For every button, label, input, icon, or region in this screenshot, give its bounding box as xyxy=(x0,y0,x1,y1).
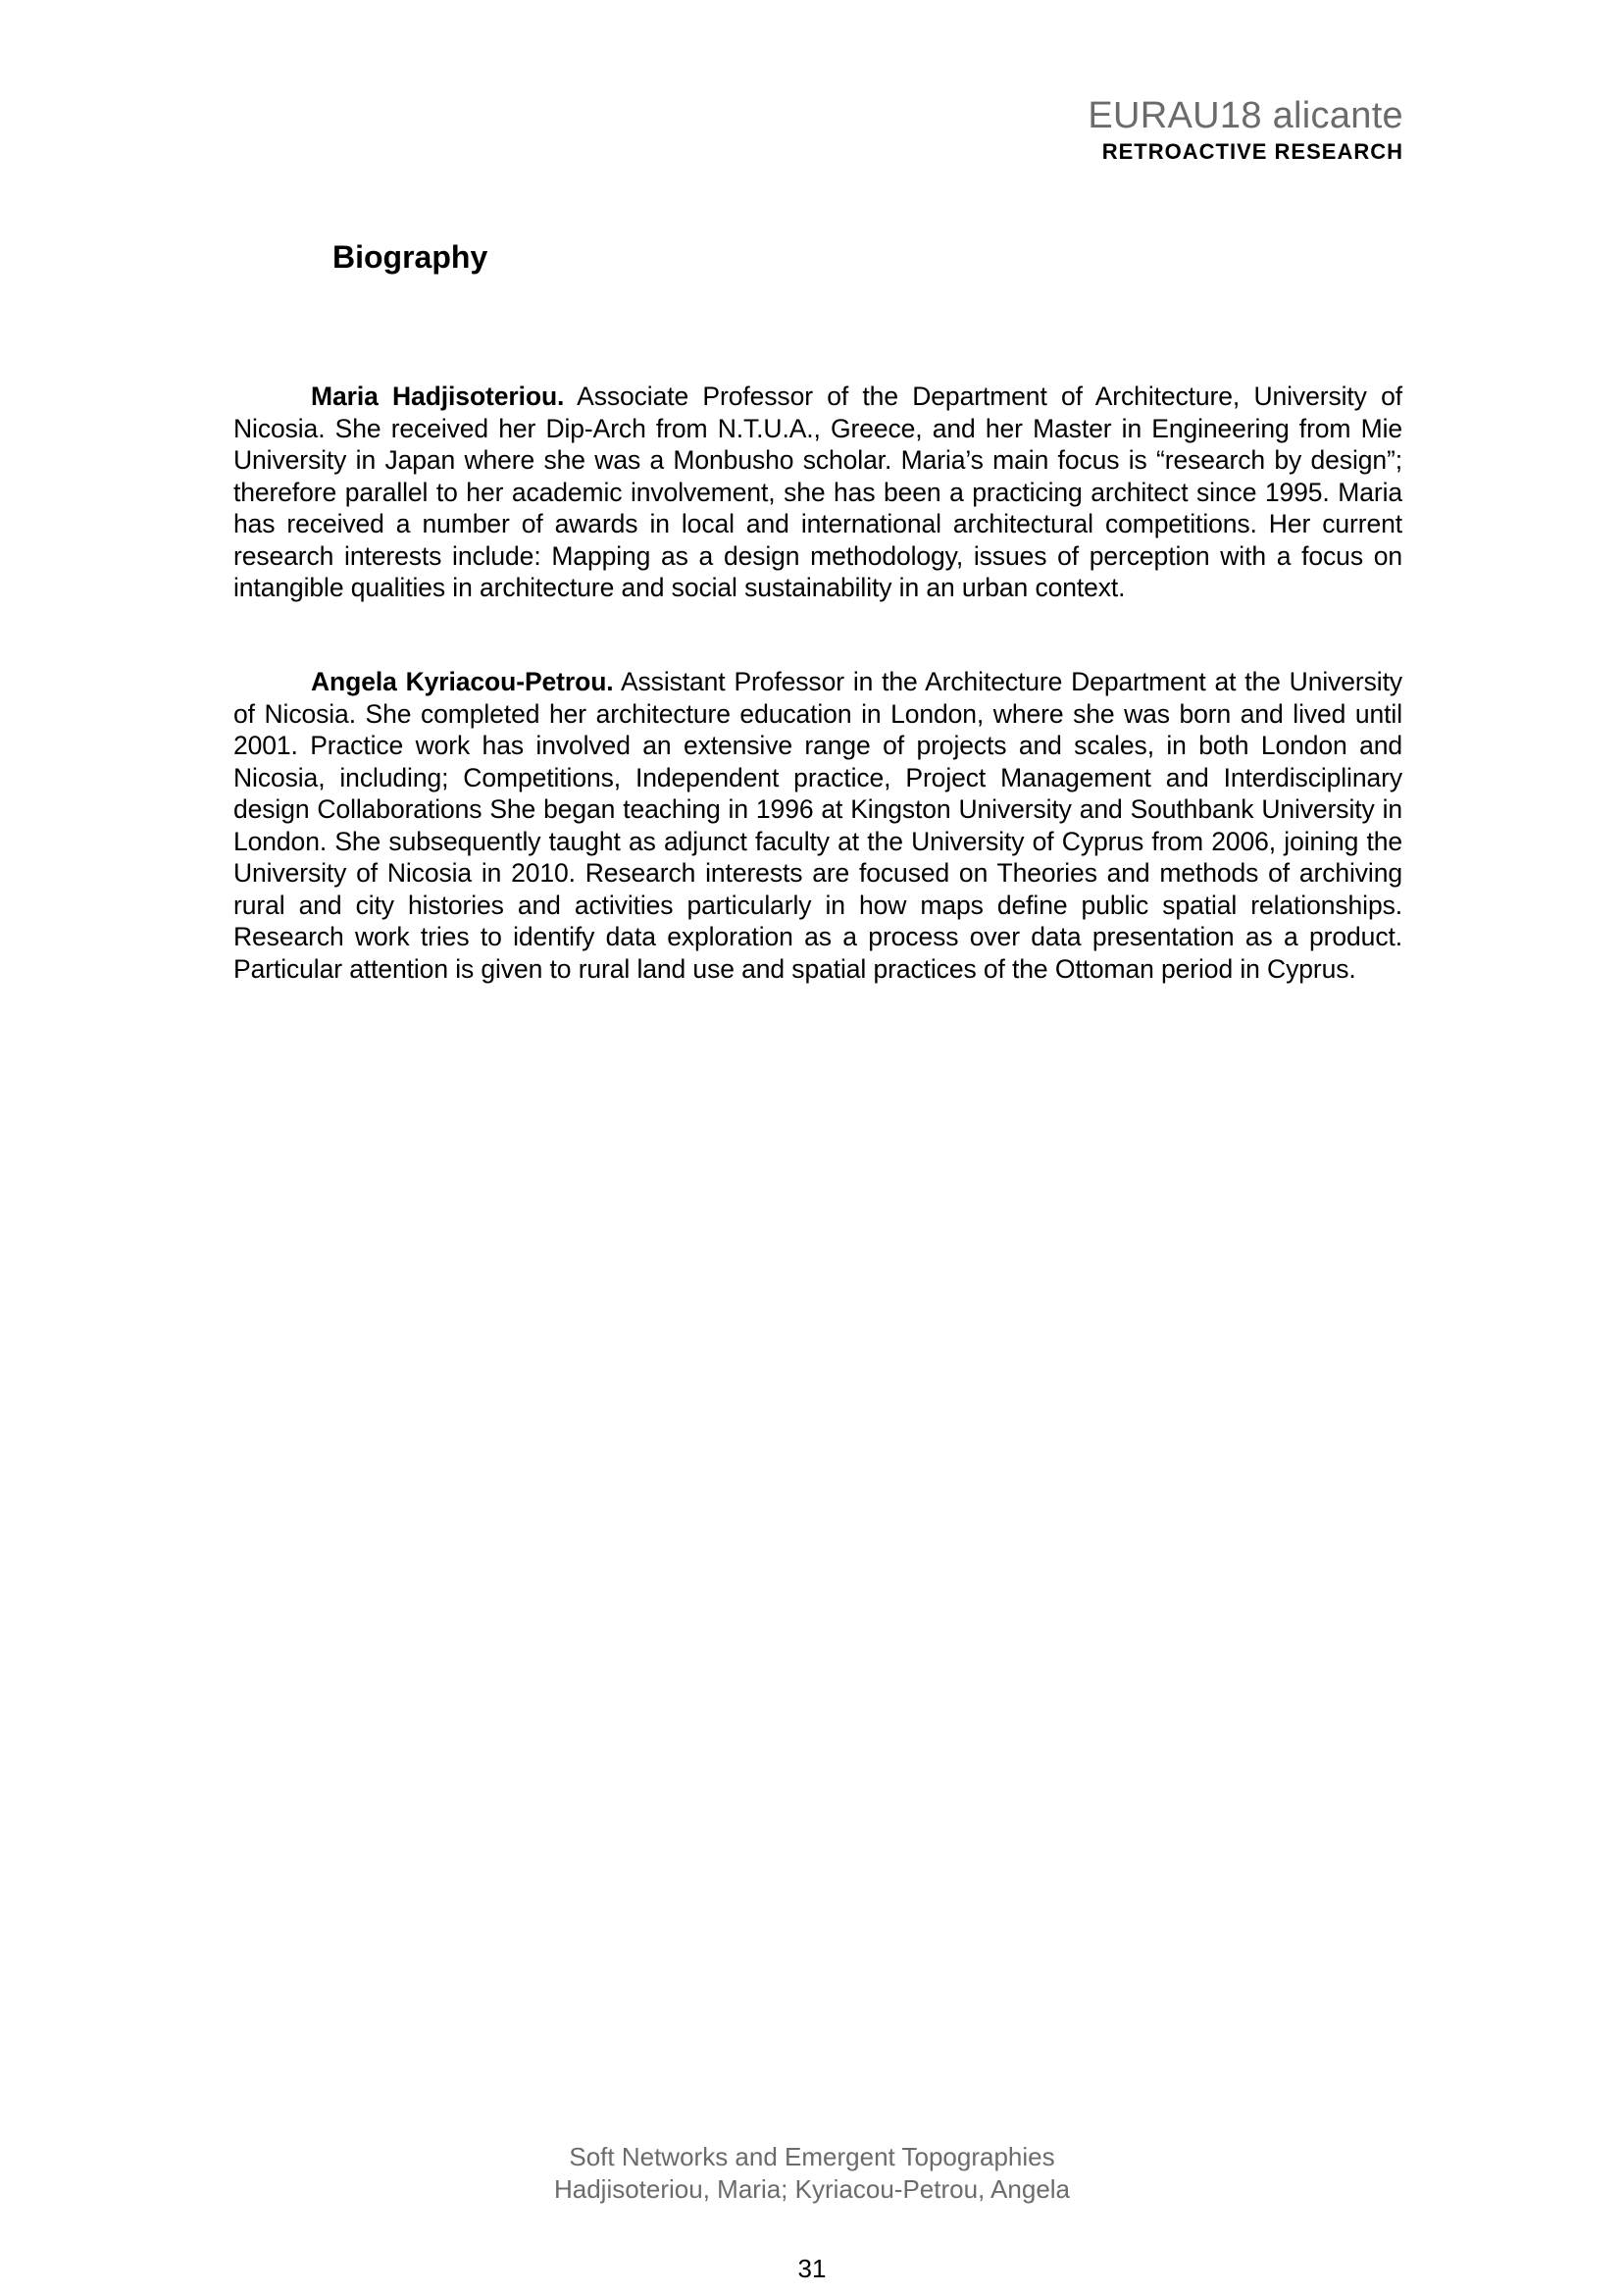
footer-paper-title: Soft Networks and Emergent Topographies xyxy=(569,2142,1055,2171)
bio-text: Associate Professor of the Department of Architecture, University of Nicosia. She received her Dip-Arch from N.T.U.A., Greece, and her Master in Engineering from Mie University in Japan where she was a Monbusho scholar. Maria’s main focus is “research by design”; therefore parallel to her academic involvement, she has been a practicing architect since 1995. Maria has received a number of awards in local and international architectural competitions. Her current research interests include: Mapping as a design methodology, issues of perception with a focus on intangible qualities in architecture and social sustainability in an urban context. xyxy=(233,382,1402,602)
footer-authors: Hadjisoteriou, Maria; Kyriacou-Petrou, Angela xyxy=(553,2174,1071,2204)
conference-title: EURAU18 alicante xyxy=(1088,95,1403,136)
bio-text: Assistant Professor in the Architecture Department at the University of Nicosia. She completed her architecture education in London, where she was born and lived until 2001. Practice work has involved an extensive range of projects and scales, in both London and Nicosia, including; Competitions, Independent practice, Project Management and Interdisciplinary design Collaborations She began teaching in 1996 at Kingston University and Southbank University in London. She subsequently taught as adjunct faculty at the University of Cyprus from 2006, joining the University of Nicosia in 2010. Research interests are focused on Theories and methods of archiving rural and city histories and activities particularly in how maps define public spatial relationships. Research work tries to identify data exploration as a process over data presentation as a product. Particular attention is given to rural land use and spatial practices of the Ottoman period in Cyprus. xyxy=(233,667,1402,984)
conference-theme: RETROACTIVE RESEARCH xyxy=(1101,138,1403,164)
bio-paragraph-hadjisoteriou xyxy=(233,381,1402,604)
running-footer xyxy=(0,2141,1624,2206)
bio-author-name: Maria Hadjisoteriou. xyxy=(311,382,565,411)
page-number: 31 xyxy=(797,2254,827,2283)
section-heading: Biography xyxy=(332,239,488,275)
bio-paragraph-kyriacou-petrou xyxy=(233,666,1402,985)
running-header xyxy=(1088,96,1403,165)
bio-author-name: Angela Kyriacou-Petrou. xyxy=(311,667,614,696)
